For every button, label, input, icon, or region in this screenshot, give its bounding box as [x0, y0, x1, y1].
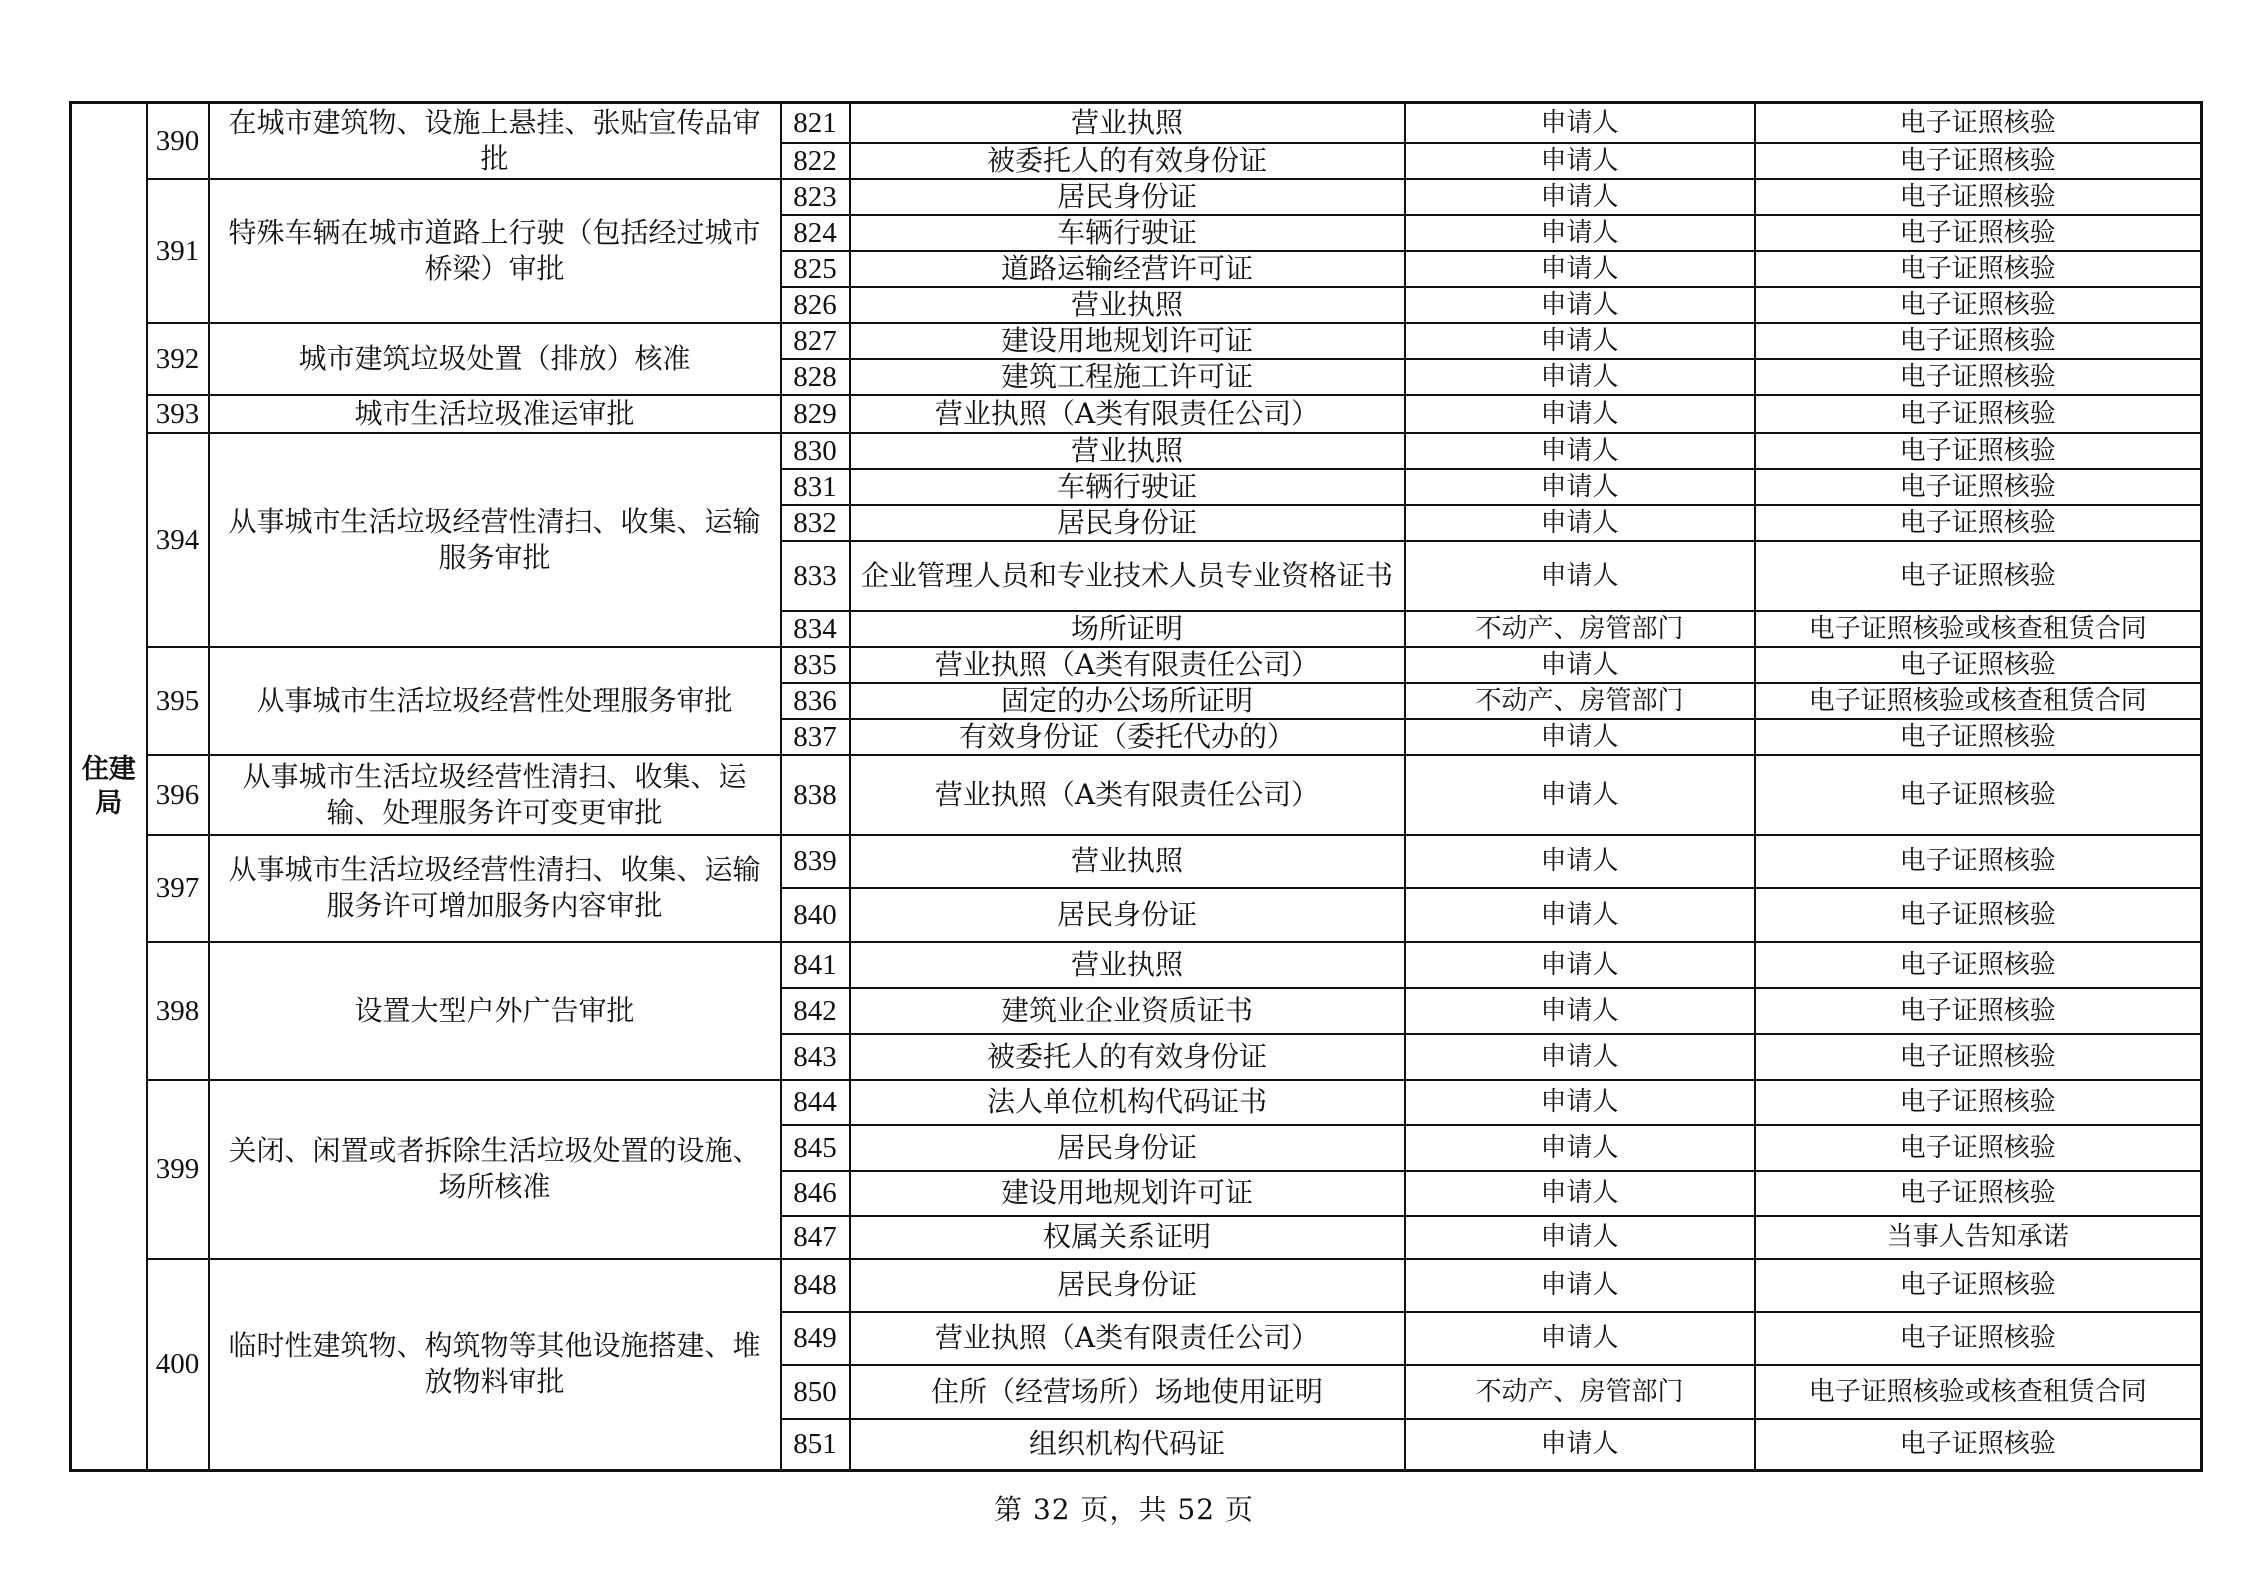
verification-method-cell: 电子证照核验 — [1755, 505, 2202, 541]
verification-method-cell: 电子证照核验 — [1755, 103, 2202, 143]
material-number-cell: 841 — [781, 942, 850, 988]
table-row — [71, 395, 2202, 433]
item-seq-cell: 397 — [147, 835, 209, 942]
material-name-cell: 被委托人的有效身份证 — [850, 1034, 1405, 1080]
material-number-cell: 825 — [781, 251, 850, 287]
material-name-cell: 营业执照 — [850, 835, 1405, 888]
material-name-cell: 企业管理人员和专业技术人员专业资格证书 — [850, 541, 1405, 611]
verification-method-cell: 电子证照核验 — [1755, 755, 2202, 835]
material-number-cell: 821 — [781, 103, 850, 143]
material-number-cell: 836 — [781, 683, 850, 719]
verification-method-cell: 电子证照核验 — [1755, 541, 2202, 611]
item-seq-cell: 396 — [147, 755, 209, 835]
verification-method-cell: 电子证照核验或核查租赁合同 — [1755, 683, 2202, 719]
table-row — [71, 647, 2202, 683]
item-name-cell: 特殊车辆在城市道路上行驶（包括经过城市桥梁）审批 — [209, 179, 781, 323]
material-number-cell: 850 — [781, 1365, 850, 1419]
verification-method-cell: 电子证照核验 — [1755, 1080, 2202, 1125]
item-name-cell: 设置大型户外广告审批 — [209, 942, 781, 1080]
verification-method-cell: 电子证照核验 — [1755, 835, 2202, 888]
table-row — [71, 835, 2202, 888]
material-number-cell: 827 — [781, 323, 850, 359]
verification-method-cell: 电子证照核验 — [1755, 1259, 2202, 1312]
material-source-cell: 申请人 — [1405, 433, 1755, 469]
verification-method-cell: 电子证照核验 — [1755, 719, 2202, 755]
material-number-cell: 833 — [781, 541, 850, 611]
material-number-cell: 826 — [781, 287, 850, 323]
verification-method-cell: 电子证照核验或核查租赁合同 — [1755, 611, 2202, 647]
verification-method-cell: 电子证照核验 — [1755, 287, 2202, 323]
material-source-cell: 申请人 — [1405, 143, 1755, 179]
material-number-cell: 838 — [781, 755, 850, 835]
material-source-cell: 申请人 — [1405, 1312, 1755, 1365]
material-source-cell: 申请人 — [1405, 359, 1755, 395]
material-name-cell: 法人单位机构代码证书 — [850, 1080, 1405, 1125]
material-number-cell: 849 — [781, 1312, 850, 1365]
material-name-cell: 被委托人的有效身份证 — [850, 143, 1405, 179]
verification-method-cell: 电子证照核验或核查租赁合同 — [1755, 1365, 2202, 1419]
table-row — [71, 755, 2202, 835]
material-source-cell: 申请人 — [1405, 835, 1755, 888]
material-name-cell: 住所（经营场所）场地使用证明 — [850, 1365, 1405, 1419]
material-source-cell: 不动产、房管部门 — [1405, 683, 1755, 719]
verification-method-cell: 电子证照核验 — [1755, 1125, 2202, 1171]
material-source-cell: 申请人 — [1405, 251, 1755, 287]
material-name-cell: 建设用地规划许可证 — [850, 1171, 1405, 1216]
material-number-cell: 822 — [781, 143, 850, 179]
item-name-cell: 从事城市生活垃圾经营性清扫、收集、运输服务审批 — [209, 433, 781, 647]
material-name-cell: 营业执照 — [850, 103, 1405, 143]
material-name-cell: 营业执照（A类有限责任公司） — [850, 395, 1405, 433]
material-number-cell: 845 — [781, 1125, 850, 1171]
item-name-cell: 从事城市生活垃圾经营性清扫、收集、运输服务许可增加服务内容审批 — [209, 835, 781, 942]
material-source-cell: 申请人 — [1405, 1034, 1755, 1080]
material-number-cell: 835 — [781, 647, 850, 683]
material-name-cell: 营业执照 — [850, 942, 1405, 988]
material-number-cell: 823 — [781, 179, 850, 215]
material-source-cell: 申请人 — [1405, 395, 1755, 433]
material-source-cell: 申请人 — [1405, 1125, 1755, 1171]
material-source-cell: 申请人 — [1405, 719, 1755, 755]
table-row — [71, 323, 2202, 359]
material-source-cell: 申请人 — [1405, 215, 1755, 251]
material-name-cell: 建设用地规划许可证 — [850, 323, 1405, 359]
material-name-cell: 车辆行驶证 — [850, 215, 1405, 251]
material-source-cell: 申请人 — [1405, 647, 1755, 683]
verification-method-cell: 电子证照核验 — [1755, 251, 2202, 287]
verification-method-cell: 电子证照核验 — [1755, 1419, 2202, 1471]
material-number-cell: 843 — [781, 1034, 850, 1080]
material-name-cell: 道路运输经营许可证 — [850, 251, 1405, 287]
item-seq-cell: 398 — [147, 942, 209, 1080]
table-row — [71, 1259, 2202, 1312]
material-name-cell: 固定的办公场所证明 — [850, 683, 1405, 719]
material-number-cell: 834 — [781, 611, 850, 647]
material-source-cell: 申请人 — [1405, 179, 1755, 215]
material-source-cell: 申请人 — [1405, 1080, 1755, 1125]
verification-method-cell: 电子证照核验 — [1755, 647, 2202, 683]
material-name-cell: 营业执照 — [850, 287, 1405, 323]
item-seq-cell: 399 — [147, 1080, 209, 1259]
material-name-cell: 权属关系证明 — [850, 1216, 1405, 1259]
verification-method-cell: 电子证照核验 — [1755, 179, 2202, 215]
material-name-cell: 场所证明 — [850, 611, 1405, 647]
item-seq-cell: 395 — [147, 647, 209, 755]
material-number-cell: 848 — [781, 1259, 850, 1312]
material-source-cell: 申请人 — [1405, 505, 1755, 541]
material-source-cell: 不动产、房管部门 — [1405, 611, 1755, 647]
certificate-table — [69, 101, 2203, 1472]
verification-method-cell: 电子证照核验 — [1755, 1034, 2202, 1080]
material-name-cell: 有效身份证（委托代办的） — [850, 719, 1405, 755]
verification-method-cell: 电子证照核验 — [1755, 395, 2202, 433]
certificate-table-body — [71, 103, 2202, 1471]
verification-method-cell: 电子证照核验 — [1755, 215, 2202, 251]
material-source-cell: 申请人 — [1405, 1419, 1755, 1471]
item-name-cell: 在城市建筑物、设施上悬挂、张贴宣传品审批 — [209, 103, 781, 179]
verification-method-cell: 电子证照核验 — [1755, 469, 2202, 505]
verification-method-cell: 当事人告知承诺 — [1755, 1216, 2202, 1259]
material-number-cell: 851 — [781, 1419, 850, 1471]
item-seq-cell: 393 — [147, 395, 209, 433]
material-source-cell: 申请人 — [1405, 541, 1755, 611]
material-source-cell: 申请人 — [1405, 755, 1755, 835]
material-number-cell: 846 — [781, 1171, 850, 1216]
material-source-cell: 申请人 — [1405, 469, 1755, 505]
item-name-cell: 城市生活垃圾准运审批 — [209, 395, 781, 433]
material-name-cell: 营业执照 — [850, 433, 1405, 469]
material-number-cell: 824 — [781, 215, 850, 251]
material-source-cell: 申请人 — [1405, 942, 1755, 988]
table-row — [71, 942, 2202, 988]
item-seq-cell: 390 — [147, 103, 209, 179]
material-source-cell: 申请人 — [1405, 988, 1755, 1034]
item-name-cell: 城市建筑垃圾处置（排放）核准 — [209, 323, 781, 395]
material-source-cell: 申请人 — [1405, 103, 1755, 143]
material-name-cell: 居民身份证 — [850, 1259, 1405, 1312]
table-row — [71, 1080, 2202, 1125]
material-number-cell: 828 — [781, 359, 850, 395]
material-name-cell: 居民身份证 — [850, 888, 1405, 942]
material-name-cell: 建筑业企业资质证书 — [850, 988, 1405, 1034]
table-row — [71, 433, 2202, 469]
material-number-cell: 839 — [781, 835, 850, 888]
item-name-cell: 临时性建筑物、构筑物等其他设施搭建、堆放物料审批 — [209, 1259, 781, 1471]
material-number-cell: 830 — [781, 433, 850, 469]
table-row — [71, 103, 2202, 143]
material-source-cell: 申请人 — [1405, 323, 1755, 359]
material-name-cell: 营业执照（A类有限责任公司） — [850, 1312, 1405, 1365]
material-name-cell: 营业执照（A类有限责任公司） — [850, 647, 1405, 683]
material-name-cell: 营业执照（A类有限责任公司） — [850, 755, 1405, 835]
item-seq-cell: 391 — [147, 179, 209, 323]
material-name-cell: 居民身份证 — [850, 1125, 1405, 1171]
material-name-cell: 组织机构代码证 — [850, 1419, 1405, 1471]
material-source-cell: 申请人 — [1405, 1259, 1755, 1312]
material-number-cell: 840 — [781, 888, 850, 942]
material-number-cell: 832 — [781, 505, 850, 541]
material-source-cell: 不动产、房管部门 — [1405, 1365, 1755, 1419]
material-source-cell: 申请人 — [1405, 1216, 1755, 1259]
material-number-cell: 842 — [781, 988, 850, 1034]
material-name-cell: 建筑工程施工许可证 — [850, 359, 1405, 395]
department-cell: 住建局 — [71, 103, 147, 1471]
verification-method-cell: 电子证照核验 — [1755, 1171, 2202, 1216]
item-name-cell: 从事城市生活垃圾经营性清扫、收集、运输、处理服务许可变更审批 — [209, 755, 781, 835]
material-source-cell: 申请人 — [1405, 287, 1755, 323]
material-source-cell: 申请人 — [1405, 1171, 1755, 1216]
verification-method-cell: 电子证照核验 — [1755, 988, 2202, 1034]
material-name-cell: 居民身份证 — [850, 179, 1405, 215]
verification-method-cell: 电子证照核验 — [1755, 143, 2202, 179]
material-number-cell: 844 — [781, 1080, 850, 1125]
item-seq-cell: 394 — [147, 433, 209, 647]
material-number-cell: 831 — [781, 469, 850, 505]
material-number-cell: 837 — [781, 719, 850, 755]
material-name-cell: 居民身份证 — [850, 505, 1405, 541]
item-seq-cell: 392 — [147, 323, 209, 395]
verification-method-cell: 电子证照核验 — [1755, 942, 2202, 988]
page-footer: 第 32 页，共 52 页 — [994, 1493, 1254, 1526]
verification-method-cell: 电子证照核验 — [1755, 359, 2202, 395]
verification-method-cell: 电子证照核验 — [1755, 1312, 2202, 1365]
item-name-cell: 关闭、闲置或者拆除生活垃圾处置的设施、场所核准 — [209, 1080, 781, 1259]
verification-method-cell: 电子证照核验 — [1755, 433, 2202, 469]
table-row — [71, 179, 2202, 215]
verification-method-cell: 电子证照核验 — [1755, 888, 2202, 942]
material-source-cell: 申请人 — [1405, 888, 1755, 942]
verification-method-cell: 电子证照核验 — [1755, 323, 2202, 359]
item-name-cell: 从事城市生活垃圾经营性处理服务审批 — [209, 647, 781, 755]
material-name-cell: 车辆行驶证 — [850, 469, 1405, 505]
item-seq-cell: 400 — [147, 1259, 209, 1471]
material-number-cell: 847 — [781, 1216, 850, 1259]
material-number-cell: 829 — [781, 395, 850, 433]
